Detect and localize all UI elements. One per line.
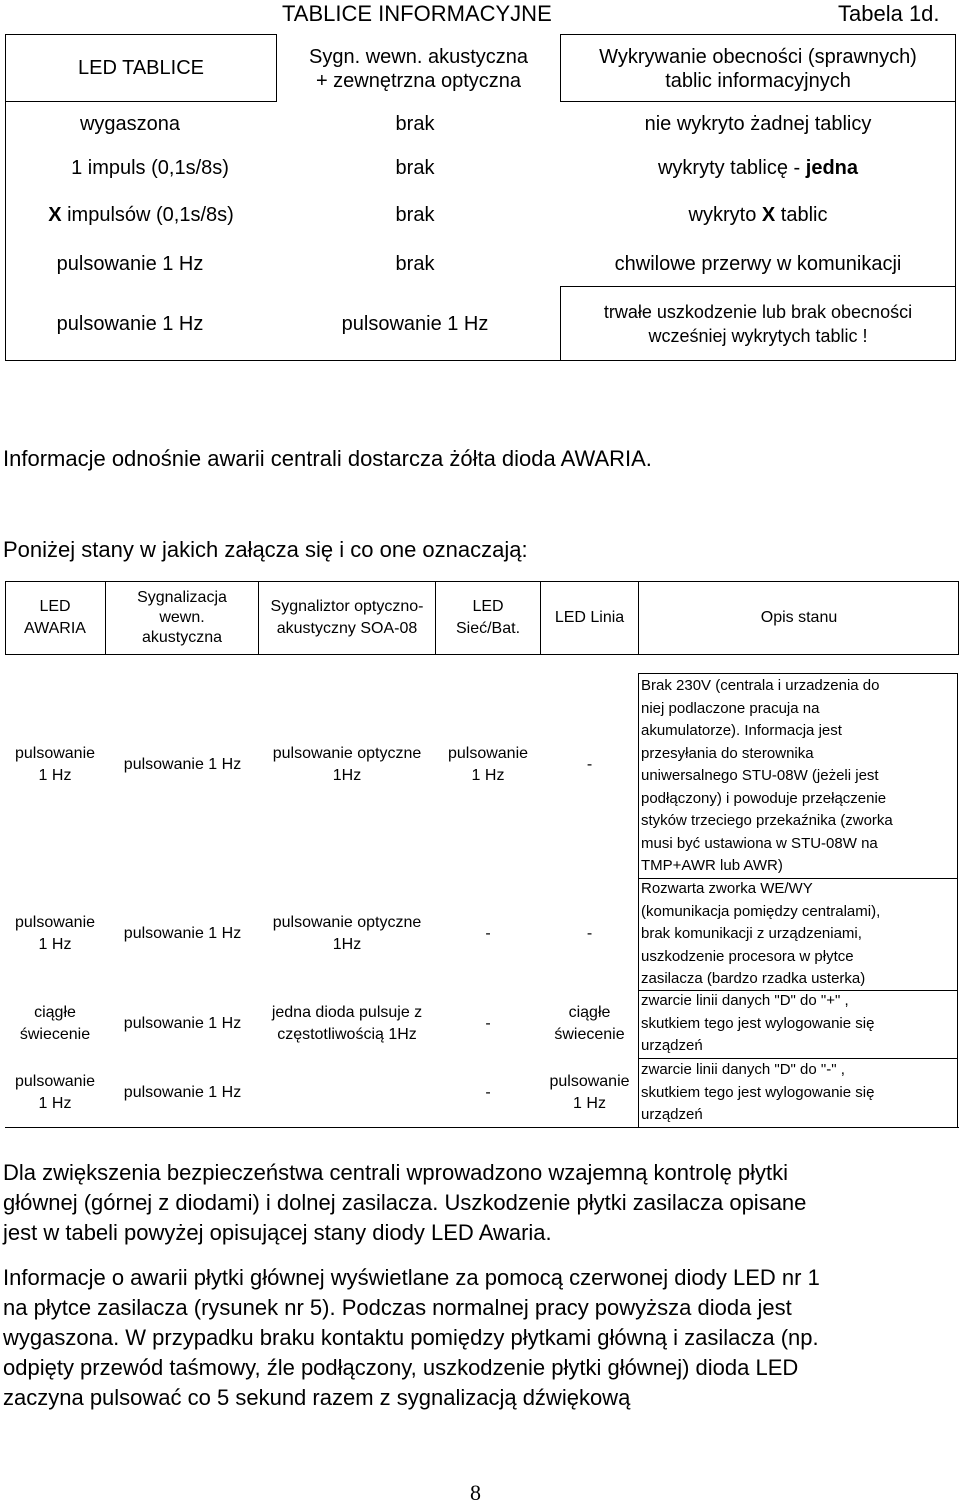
intro-line: Poniżej stany w jakich załącza się i co one oznaczają: (3, 537, 528, 562)
t2-r4-opis: zwarcie linii danych "D" do "-" , skutkiem tego jest wylogowanie się urządzeń (641, 1061, 875, 1123)
t1-row2-led: 1 impuls (0,1s/8s) (71, 157, 229, 179)
t2-header-sygn: Sygnalizacja wewn. akustyczna (137, 589, 227, 646)
t2-r3-siec: - (485, 1015, 491, 1032)
t2-r1-awaria: pulsowanie 1 Hz (14, 745, 96, 784)
t1-row5-led: pulsowanie 1 Hz (56, 313, 204, 335)
t2-r2-soa: pulsowanie optyczne 1Hz (272, 914, 422, 953)
t1-header-sygn: Sygn. wewn. akustyczna + zewnętrzna optyczna (309, 46, 528, 92)
t2-r2-awaria: pulsowanie 1 Hz (14, 914, 96, 953)
t2-r3-awaria: ciągłe świecenie (19, 1004, 91, 1043)
t1-row2-sygn: brak (395, 157, 435, 179)
page-number: 8 (470, 1480, 481, 1505)
t1-row3-led: X impulsów (0,1s/8s) (48, 204, 234, 226)
t1-row1-led: wygaszona (79, 113, 181, 135)
t2-header-led-awaria: LED AWARIA (24, 598, 86, 637)
t2-r4-linia: pulsowanie 1 Hz (549, 1073, 630, 1112)
t1-row1-sygn: brak (395, 113, 435, 135)
t2-r3-sygn: pulsowanie 1 Hz (123, 1015, 242, 1032)
t2-r3-linia: ciągłe świecenie (554, 1004, 625, 1043)
paragraph-awaria-plytki: Informacje o awarii płytki głównej wyświetlane za pomocą czerwonej diody LED nr 1 na płytce zasilacza (rysunek nr 5). Podczas normalnej pracy powyższa dioda jest wygaszona. W przypadku braku kontaktu pomiędzy płytkami główną i zasilacza (np. odpięty przewód taśmowy, źle podłączony, uszkodzenie płytki głównej) dioda LED zaczyna pulsować co 5 sekund razem z sygnalizacją dźwiękową (3, 1265, 820, 1410)
t2-r4-awaria: pulsowanie 1 Hz (14, 1073, 96, 1112)
t2-r2-siec: - (485, 925, 491, 942)
paragraph-kontrola: Dla zwiększenia bezpieczeństwa centrali wprowadzono wzajemną kontrolę płytki głównej (górnej z diodami) i dolnej zasilacza. Uszkodzenie płytki zasilacza opisane jest w tabeli powyżej opisującej stany diody LED Awaria. (3, 1160, 807, 1245)
t1-row2-opis: wykryty tablicę - jedna (657, 157, 859, 179)
t2-r2-opis: Rozwarta zworka WE/WY (komunikacja pomiędzy centralami), brak komunikacji z urządzeniami, uszkodzenie procesora w płytce zasilacza (bardzo rzadka usterka) (641, 880, 881, 987)
t2-r1-linia: - (586, 756, 593, 773)
t2-r1-opis: Brak 230V (centrala i urzadzenia do niej podlaczone pracuja na akumulatorze). Informacja jest przesyłania do sterownika uniwersalnego STU-08W (jeżeli jest podłączony) i powoduje przełączenie styków trzeciego przekaźnika (zworka musi być ustawiona w STU-08W na TMP+AWR lub AWR) (641, 677, 893, 874)
t1-row3-sygn: brak (395, 204, 435, 226)
t2-header-soa: Sygnaliztor optyczno- akustyczny SOA-08 (270, 598, 424, 637)
t1-row5-opis: trwałe uszkodzenie lub brak obecności wcześniej wykrytych tablic ! (603, 302, 913, 346)
t2-r1-sygn: pulsowanie 1 Hz (123, 756, 242, 773)
info-line: Informacje odnośnie awarii centrali dostarcza żółta dioda AWARIA. (3, 446, 652, 471)
t2-r2-sygn: pulsowanie 1 Hz (123, 925, 242, 942)
t2-header-led-siec: LED Sieć/Bat. (455, 598, 521, 637)
t2-r4-sygn: pulsowanie 1 Hz (123, 1084, 242, 1101)
t1-row4-sygn: brak (395, 253, 435, 275)
t1-row1-opis: nie wykryto żadnej tablicy (644, 113, 872, 135)
t2-header-opis: Opis stanu (760, 609, 838, 626)
section-title: TABLICE INFORMACYJNE (282, 1, 552, 26)
table-label: Tabela 1d. (838, 1, 940, 26)
t1-row4-led: pulsowanie 1 Hz (56, 253, 204, 275)
t2-header-led-linia: LED Linia (554, 609, 625, 626)
t2-r3-opis: zwarcie linii danych "D" do "+" , skutkiem tego jest wylogowanie się urządzeń (641, 992, 875, 1054)
t2-r3-soa: jedna dioda pulsuje z częstotliwością 1Hz (271, 1004, 423, 1043)
t1-header-led: LED TABLICE (78, 57, 204, 79)
t1-row3-opis: wykryto X tablic (688, 204, 828, 226)
t2-r1-soa: pulsowanie optyczne 1Hz (272, 745, 422, 784)
t2-r2-linia: - (586, 925, 593, 942)
t2-r1-siec: pulsowanie 1 Hz (447, 745, 529, 784)
t2-r4-siec: - (485, 1084, 491, 1101)
t1-header-opis: Wykrywanie obecności (sprawnych) tablic informacyjnych (599, 46, 917, 92)
t1-row4-opis: chwilowe przerwy w komunikacji (614, 253, 902, 275)
t1-row5-sygn: pulsowanie 1 Hz (341, 313, 489, 335)
